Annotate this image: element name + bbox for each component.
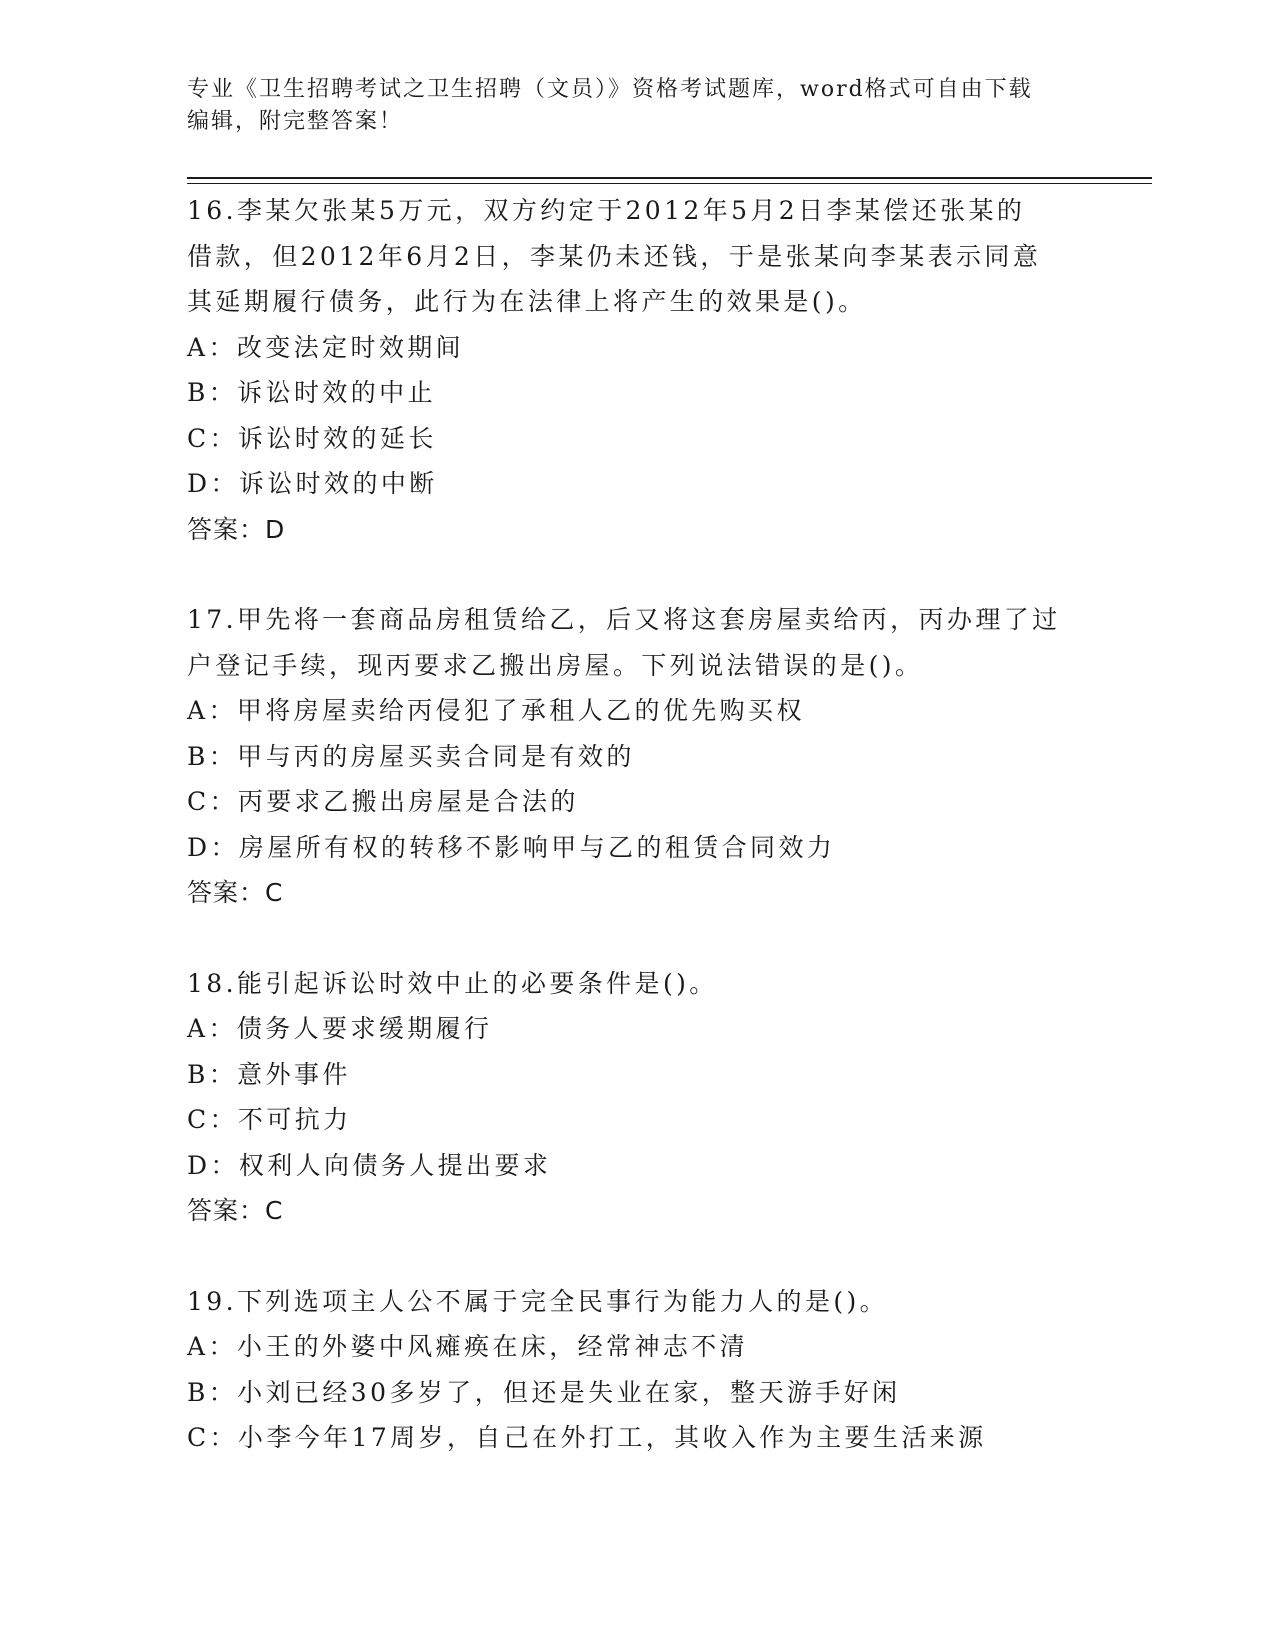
option-b: B：意外事件 [187,1059,351,1089]
option-c: C：小李今年17周岁，自己在外打工，其收入作为主要生活来源 [187,1423,987,1452]
document-header [187,74,1067,138]
answer-line: 答案：D [187,514,286,544]
question-stem-line: 其延期履行债务，此行为在法律上将产生的效果是()。 [187,287,867,316]
option-a: A：小王的外婆中风瘫痪在床，经常神志不清 [187,1332,749,1361]
option-d: D：房屋所有权的转移不影响甲与乙的租赁合同效力 [187,832,836,862]
question-16 [187,188,1087,552]
question-17 [187,597,1087,916]
option-b: B：甲与丙的房屋买卖合同是有效的 [187,741,635,771]
option-d: D：诉讼时效的中断 [187,469,438,498]
option-b: B：诉讼时效的中止 [187,378,436,407]
option-b: B：小刘已经30多岁了，但还是失业在家，整天游手好闲 [187,1377,901,1407]
option-d: D：权利人向债务人提出要求 [187,1150,552,1180]
header-line-2: 编辑，附完整答案！ [187,109,404,134]
question-stem-line: 17.甲先将一套商品房租赁给乙，后又将这套房屋卖给丙，丙办理了过 [187,605,1061,634]
option-a: A：债务人要求缓期履行 [187,1014,493,1043]
header-divider-thick [187,177,1152,179]
answer-line: 答案：C [187,878,284,907]
question-19 [187,1279,1087,1461]
answer-line: 答案：C [187,1196,284,1225]
question-stem-line: 借款，但2012年6月2日，李某仍未还钱，于是张某向李某表示同意 [187,241,1042,271]
question-18 [187,961,1087,1234]
option-c: C：丙要求乙搬出房屋是合法的 [187,787,579,816]
header-divider-thin [187,183,1152,184]
header-line-1: 专业《卫生招聘考试之卫生招聘（文员）》资格考试题库，word格式可自由下载 [187,77,1033,102]
option-c: C：不可抗力 [187,1105,352,1134]
question-list [187,188,1087,1506]
option-a: A：改变法定时效期间 [187,332,465,362]
question-stem-line: 19.下列选项主人公不属于完全民事行为能力人的是()。 [187,1286,889,1316]
question-stem-line: 户登记手续，现丙要求乙搬出房屋。下列说法错误的是()。 [187,650,924,680]
option-c: C：诉讼时效的延长 [187,423,437,453]
question-stem-line: 16.李某欠张某5万元，双方约定于2012年5月2日李某偿还张某的 [187,196,1026,225]
option-a: A：甲将房屋卖给丙侵犯了承租人乙的优先购买权 [187,696,805,725]
question-stem-line: 18.能引起诉讼时效中止的必要条件是()。 [187,968,718,998]
